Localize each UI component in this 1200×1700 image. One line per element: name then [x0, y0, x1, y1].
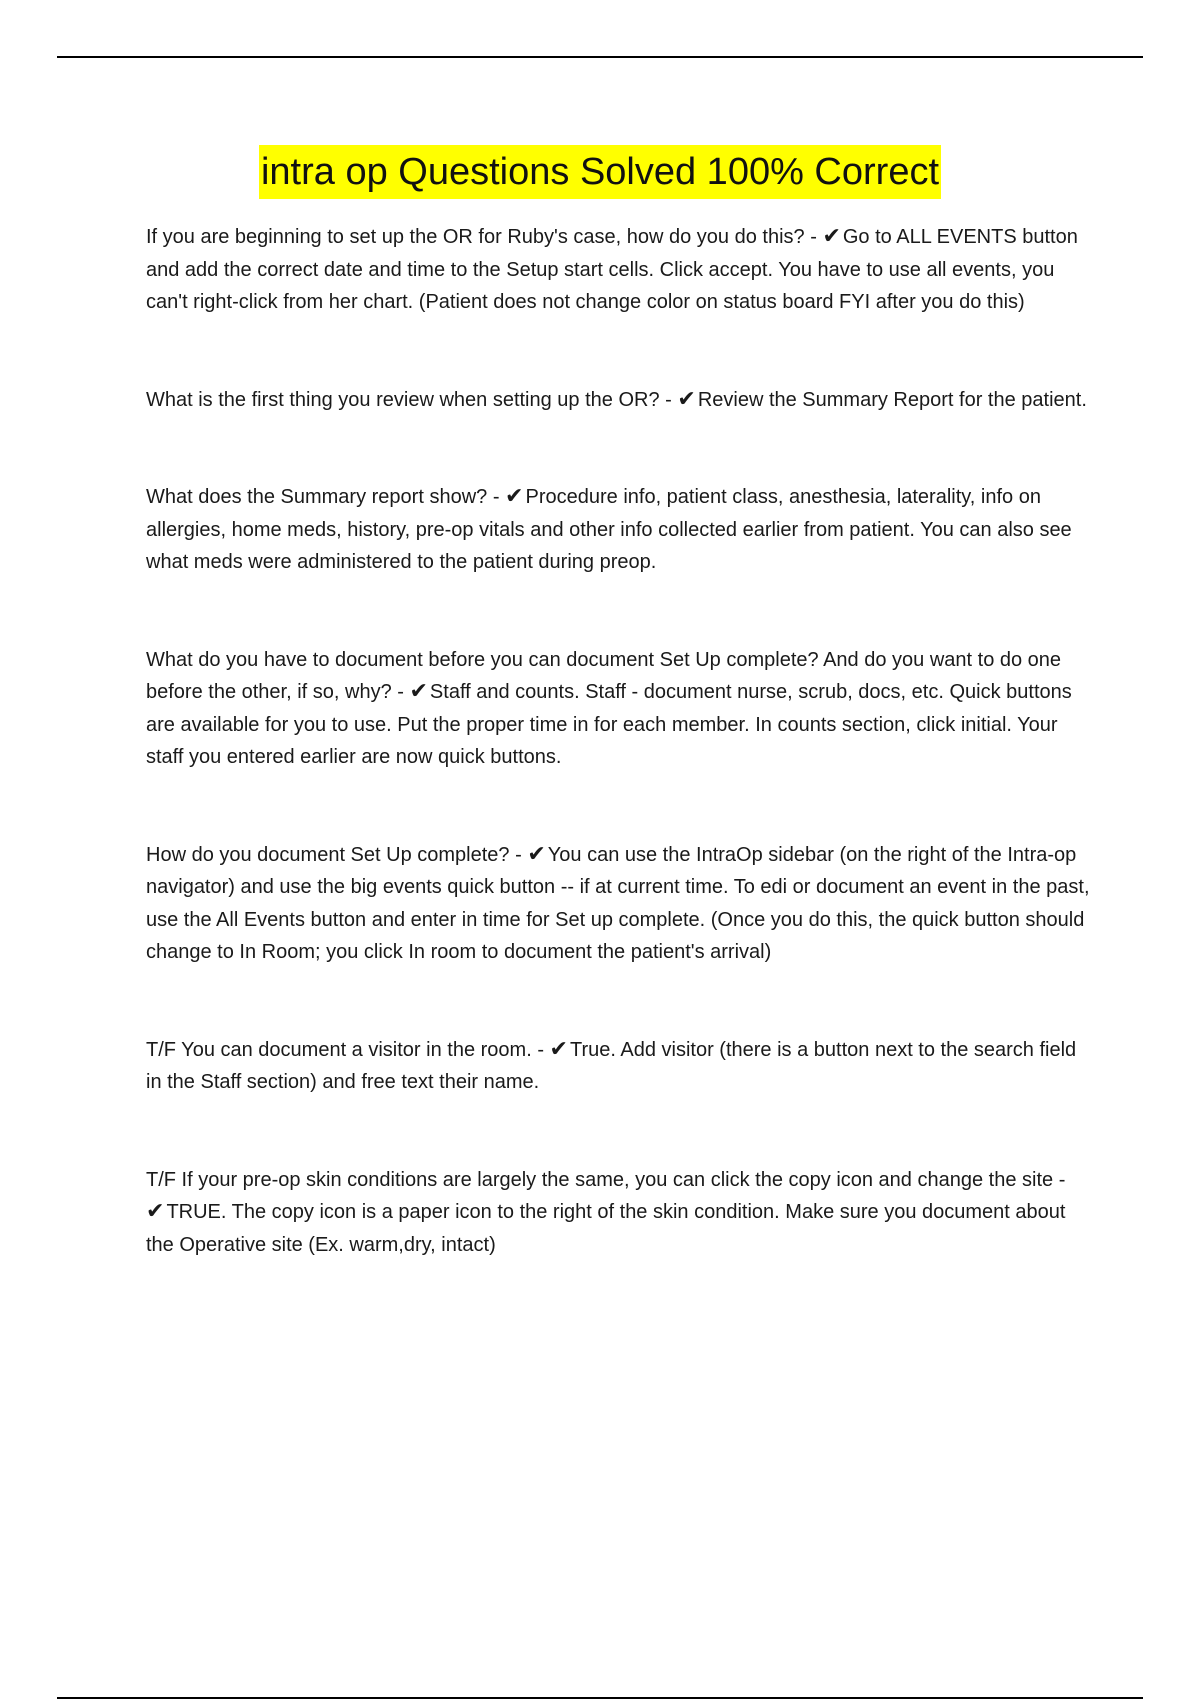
- answer-text: Go to ALL EVENTS button and add the correct date and time to the Setup start cells. Click accept. You have to use all events, you can't right-click from her chart. (Patient does not change color on status board FYI after you do this): [146, 226, 1078, 313]
- title-container: [0, 145, 1200, 199]
- answer-text: Procedure info, patient class, anesthesia, laterality, info on allergies, home meds, history, pre-op vitals and other info collected earlier from patient. You can also see what meds were administered to the patient during preop.: [146, 486, 1072, 573]
- question-text: If you are beginning to set up the OR for Ruby's case, how do you do this?: [146, 226, 805, 248]
- answer-text: Review the Summary Report for the patient.: [697, 388, 1087, 411]
- question-text: How do you document Set Up complete?: [146, 843, 510, 866]
- qa-item-7: [146, 1164, 1096, 1262]
- answer-text: True. Add visitor (there is a button next to the search field in the Staff section) and free text their name.: [146, 1038, 1077, 1093]
- qa-item-6: [146, 1034, 1096, 1099]
- checkmark-icon: ✔: [677, 386, 696, 412]
- separator: -: [659, 388, 678, 411]
- answer-text: You can use the IntraOp sidebar (on the right of the Intra-op navigator) and use the big events quick button -- if at current time. To edi or document an event in the past, use the All Events button and enter in time for Set up complete. (Once you do this, the quick button should change to In Room; you click In room to document the patient's arrival): [146, 843, 1090, 963]
- qa-item-1: [146, 221, 1096, 319]
- answer-text: Staff and counts. Staff - document nurse, scrub, docs, etc. Quick buttons are available for you to use. Put the proper time in for each member. In counts section, click initial. Your staff you entered earlier are now quick buttons.: [146, 681, 1072, 768]
- bottom-rule: [57, 1697, 1143, 1699]
- checkmark-icon: ✔: [527, 841, 546, 867]
- separator: -: [1053, 1168, 1066, 1191]
- qa-item-3: [146, 481, 1096, 579]
- question-text: What is the first thing you review when setting up the OR?: [146, 388, 660, 411]
- question-text: What do you have to document before you can document Set Up complete? And do you want to do one before the other, if so, why?: [146, 648, 1062, 703]
- question-text: T/F If your pre-op skin conditions are largely the same, you can click the copy icon and change the site: [146, 1168, 1054, 1191]
- checkmark-icon: ✔: [505, 484, 524, 509]
- checkmark-icon: ✔: [409, 679, 428, 704]
- separator: -: [509, 843, 528, 866]
- separator: -: [804, 226, 823, 248]
- checkmark-icon: ✔: [822, 224, 841, 249]
- separator: -: [391, 681, 410, 703]
- document-title: intra op Questions Solved 100% Correct: [259, 145, 941, 199]
- qa-item-5: [146, 839, 1096, 969]
- separator: -: [531, 1038, 550, 1061]
- qa-list: [146, 221, 1096, 1261]
- checkmark-icon: ✔: [146, 1199, 165, 1224]
- checkmark-icon: ✔: [549, 1036, 568, 1062]
- top-rule: [57, 56, 1143, 58]
- question-text: What does the Summary report show?: [146, 486, 488, 508]
- qa-item-2: [146, 384, 1096, 417]
- qa-item-4: [146, 644, 1096, 774]
- question-text: T/F You can document a visitor in the room.: [146, 1038, 532, 1061]
- separator: -: [487, 486, 506, 508]
- answer-text: TRUE. The copy icon is a paper icon to the right of the skin condition. Make sure you document about the Operative site (Ex. warm,dry, intact): [146, 1201, 1066, 1256]
